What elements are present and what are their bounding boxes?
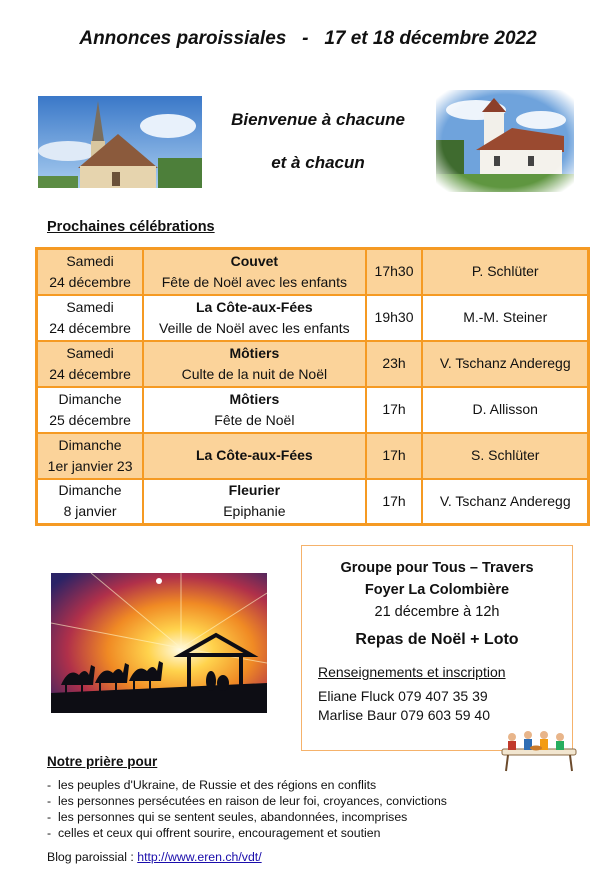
event-contact-2: Marlise Baur 079 603 59 40 xyxy=(318,707,490,723)
blog-line xyxy=(47,850,262,864)
date-cell xyxy=(37,433,144,479)
blog-label: Blog paroissial : xyxy=(47,850,138,864)
date-label: 8 janvier xyxy=(63,503,117,520)
event-group: Groupe pour Tous – Travers xyxy=(340,560,534,576)
time-cell: 17h xyxy=(366,387,423,433)
table-row xyxy=(37,433,589,479)
place-name: La Côte-aux-Fées xyxy=(196,298,313,315)
table-row xyxy=(37,249,589,295)
dinner-table-illustration xyxy=(496,725,582,773)
prayer-item-text: les personnes qui se sentent seules, abandonnées, incomprises xyxy=(58,810,408,824)
time-cell: 17h30 xyxy=(366,249,423,295)
list-item: - les personnes persécutées en raison de leur foi, croyances, convictions xyxy=(47,794,447,808)
table-row xyxy=(37,295,589,341)
welcome-line-2: et à chacun xyxy=(271,153,365,172)
event-venue: Foyer La Colombière xyxy=(364,582,510,598)
celebration-description: Fête de Noël avec les enfants xyxy=(161,273,347,290)
officiant-cell: D. Allisson xyxy=(422,387,588,433)
date-label: 1er janvier 23 xyxy=(47,457,133,474)
place-cell xyxy=(143,479,365,525)
day-label: Dimanche xyxy=(58,390,122,407)
church-photo-left xyxy=(38,96,202,188)
officiant-cell: V. Tschanz Anderegg xyxy=(422,479,588,525)
time-cell: 17h xyxy=(366,479,423,525)
nativity-illustration xyxy=(51,573,267,713)
celebration-description: Veille de Noël avec les enfants xyxy=(159,319,350,336)
date-cell xyxy=(37,295,144,341)
prayer-item-text: les personnes persécutées en raison de leur foi, croyances, convictions xyxy=(58,794,447,808)
prayer-item-text: celles et ceux qui offrent sourire, encouragement et soutien xyxy=(58,826,381,840)
time-cell: 19h30 xyxy=(366,295,423,341)
day-label: Samedi xyxy=(66,344,114,361)
celebration-description: Culte de la nuit de Noël xyxy=(181,365,328,382)
list-item: - les peuples d'Ukraine, de Russie et des régions en conflits xyxy=(47,778,377,792)
table-row xyxy=(37,387,589,433)
date-cell xyxy=(37,387,144,433)
prayer-list xyxy=(47,777,447,841)
place-name: Couvet xyxy=(230,252,279,269)
celebrations-table xyxy=(35,247,590,526)
date-cell xyxy=(37,341,144,387)
church-photo-right xyxy=(436,90,574,192)
table-row xyxy=(37,479,589,525)
place-cell xyxy=(143,249,365,295)
celebrations-heading: Prochaines célébrations xyxy=(47,219,215,235)
prayer-item-text: les peuples d'Ukraine, de Russie et des régions en conflits xyxy=(58,778,377,792)
event-datetime: 21 décembre à 12h xyxy=(374,604,500,620)
date-label: 24 décembre xyxy=(49,319,131,336)
place-name: Fleurier xyxy=(228,482,281,499)
officiant-cell: M.-M. Steiner xyxy=(422,295,588,341)
officiant-cell: P. Schlüter xyxy=(422,249,588,295)
place-cell xyxy=(143,341,365,387)
date-label: 25 décembre xyxy=(49,411,131,428)
event-box xyxy=(301,545,573,751)
day-label: Samedi xyxy=(66,252,114,269)
celebration-description: Fête de Noël xyxy=(214,411,295,428)
officiant-cell: V. Tschanz Anderegg xyxy=(422,341,588,387)
page-title: Annonces paroissiales - 17 et 18 décembre 2022 xyxy=(79,28,537,49)
table-row xyxy=(37,341,589,387)
place-name: Môtiers xyxy=(229,344,280,361)
day-label: Samedi xyxy=(66,298,114,315)
prayer-heading: Notre prière pour xyxy=(47,754,158,769)
date-label: 24 décembre xyxy=(49,365,131,382)
list-item: - celles et ceux qui offrent sourire, encouragement et soutien xyxy=(47,826,381,840)
place-name: Môtiers xyxy=(229,390,280,407)
date-label: 24 décembre xyxy=(49,273,131,290)
event-meal: Repas de Noël + Loto xyxy=(355,631,519,648)
date-cell xyxy=(37,479,144,525)
list-item: - les personnes qui se sentent seules, abandonnées, incomprises xyxy=(47,810,408,824)
welcome-line-1: Bienvenue à chacune xyxy=(231,110,405,129)
event-info-title: Renseignements et inscription xyxy=(318,664,506,680)
officiant-cell: S. Schlüter xyxy=(422,433,588,479)
time-cell: 17h xyxy=(366,433,423,479)
day-label: Dimanche xyxy=(58,482,122,499)
place-cell xyxy=(143,387,365,433)
time-cell: 23h xyxy=(366,341,423,387)
celebration-description: Epiphanie xyxy=(223,503,286,520)
place-cell xyxy=(143,295,365,341)
place-cell xyxy=(143,433,365,479)
day-label: Dimanche xyxy=(58,436,122,453)
event-contact-1: Eliane Fluck 079 407 35 39 xyxy=(318,688,488,704)
date-cell xyxy=(37,249,144,295)
place-name: La Côte-aux-Fées xyxy=(196,447,313,463)
blog-link[interactable]: http://www.eren.ch/vdt/ xyxy=(137,850,262,864)
